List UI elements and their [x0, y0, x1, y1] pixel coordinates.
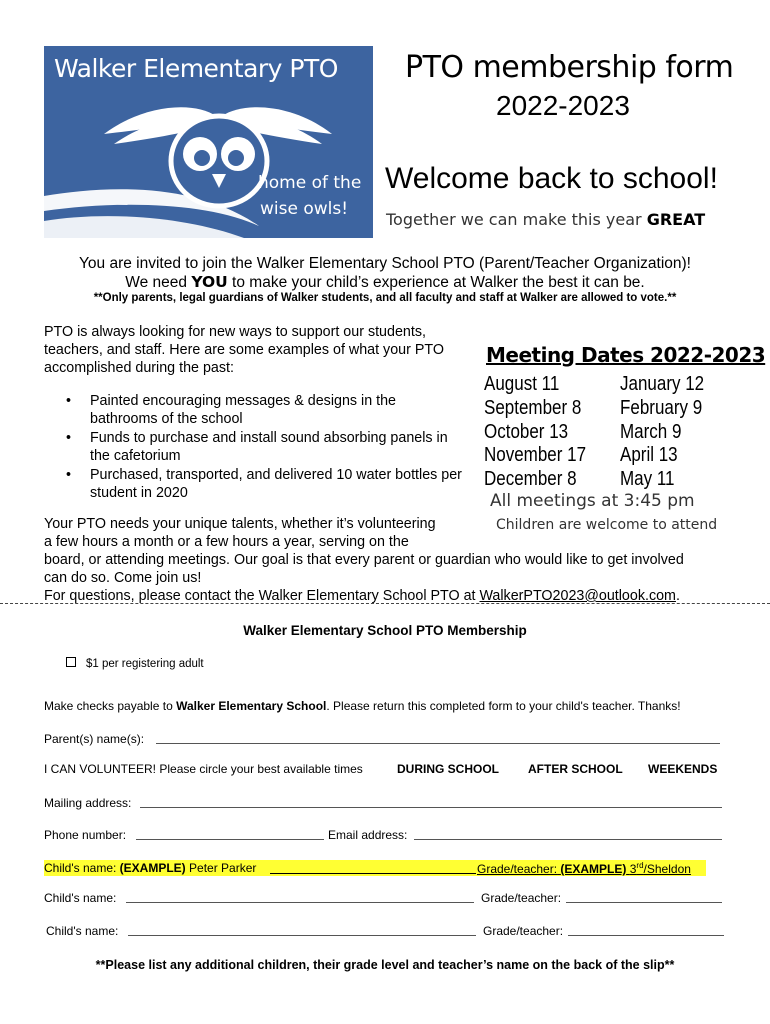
- logo-title: Walker Elementary PTO: [54, 54, 338, 83]
- meeting-date: February 9: [620, 397, 703, 419]
- volunteer-paragraph: Your PTO needs your unique talents, whether it’s volunteering a few hours a month or a few hours a year, serving on the board, or attending meetings. Our goal is that every parent or guardian who would like to get involved can do so. Come join us! For questions, please contact the Walker Elementary School PTO at WalkerPTO2023@outlook.com.: [44, 516, 684, 604]
- child-name-label: Child's name:: [44, 891, 117, 905]
- meeting-date: May 11: [620, 468, 675, 490]
- time-after-school[interactable]: AFTER SCHOOL: [528, 762, 623, 776]
- invite-text: You are invited to join the Walker Elementary School PTO (Parent/Teacher Organization)!: [79, 255, 691, 272]
- time-weekends[interactable]: WEEKENDS: [648, 762, 718, 776]
- email-label: Email address:: [328, 828, 408, 842]
- email-field[interactable]: [414, 839, 722, 840]
- meeting-date: March 9: [620, 421, 682, 443]
- grade-teacher-field-2[interactable]: [568, 935, 724, 936]
- meeting-dates-heading: Meeting Dates 2022-2023: [486, 343, 766, 367]
- pto-logo: [44, 46, 373, 238]
- time-during-school[interactable]: DURING SCHOOL: [397, 762, 499, 776]
- phone-label: Phone number:: [44, 828, 127, 842]
- parents-name-label: Parent(s) name(s):: [44, 732, 145, 746]
- grade-teacher-label: Grade/teacher:: [481, 891, 562, 905]
- child-name-field-2[interactable]: [128, 935, 476, 936]
- meeting-date: October 13: [484, 421, 569, 443]
- list-item: • Funds to purchase and install sound absorbing panels in the cafetorium: [66, 429, 466, 465]
- meeting-date: December 8: [484, 468, 577, 490]
- school-year: 2022-2023: [496, 90, 630, 121]
- contact-email-link[interactable]: WalkerPTO2023@outlook.com: [479, 588, 676, 604]
- welcome-heading: Welcome back to school!: [385, 162, 718, 195]
- accomplishments-list: [66, 392, 466, 503]
- meeting-date: January 12: [620, 373, 705, 395]
- example-grade-teacher: Grade/teacher: (EXAMPLE) 3rd/Sheldon: [477, 861, 691, 876]
- footer-note: **Please list any additional children, their grade level and teacher’s name on the back of the slip**: [95, 958, 675, 972]
- meeting-date: April 13: [620, 444, 678, 466]
- child-name-label-2: Child's name:: [46, 924, 119, 938]
- fee-option: $1 per registering adult: [66, 657, 204, 670]
- intro-paragraph: PTO is always looking for new ways to support our students, teachers, and staff. Here are some examples of what your PTO accomplished during the past:: [44, 324, 444, 376]
- children-welcome-note: Children are welcome to attend: [496, 517, 718, 533]
- list-item: • Purchased, transported, and delivered 10 water bottles per student in 2020: [66, 466, 466, 502]
- meeting-date: September 8: [484, 397, 582, 419]
- voting-note: **Only parents, legal guardians of Walker students, and all faculty and staff at Walker are allowed to vote.**: [93, 292, 677, 304]
- mailing-address-label: Mailing address:: [44, 796, 132, 810]
- logo-tagline: home of the wise owls!: [258, 173, 362, 219]
- mailing-address-field[interactable]: [140, 807, 722, 808]
- example-child-name: Child's name: (EXAMPLE) Peter Parker: [44, 861, 257, 875]
- phone-field[interactable]: [136, 839, 324, 840]
- meeting-time: All meetings at 3:45 pm: [490, 491, 695, 511]
- membership-form-title: Walker Elementary School PTO Membership: [243, 623, 527, 638]
- child-name-field[interactable]: [126, 902, 474, 903]
- meeting-dates-box: [474, 343, 766, 543]
- checks-instruction: Make checks payable to Walker Elementary School. Please return this completed form to your child's teacher. Thanks!: [44, 699, 681, 713]
- tagline: Together we can make this year GREAT: [386, 210, 706, 229]
- parents-name-field[interactable]: [156, 743, 720, 744]
- invite-text-2: We need YOU to make your child’s experience at Walker the best it can be.: [125, 273, 645, 291]
- grade-teacher-label-2: Grade/teacher:: [483, 924, 564, 938]
- list-item: • Painted encouraging messages & designs in the bathrooms of the school: [66, 392, 466, 428]
- grade-teacher-field[interactable]: [566, 902, 722, 903]
- example-underline: [270, 873, 476, 874]
- meeting-date: November 17: [484, 444, 587, 466]
- page-title: PTO membership form: [405, 50, 734, 85]
- cut-line: [0, 603, 770, 604]
- volunteer-label: I CAN VOLUNTEER! Please circle your best available times: [44, 762, 363, 776]
- meeting-date: August 11: [484, 373, 560, 395]
- fee-checkbox[interactable]: [66, 657, 76, 667]
